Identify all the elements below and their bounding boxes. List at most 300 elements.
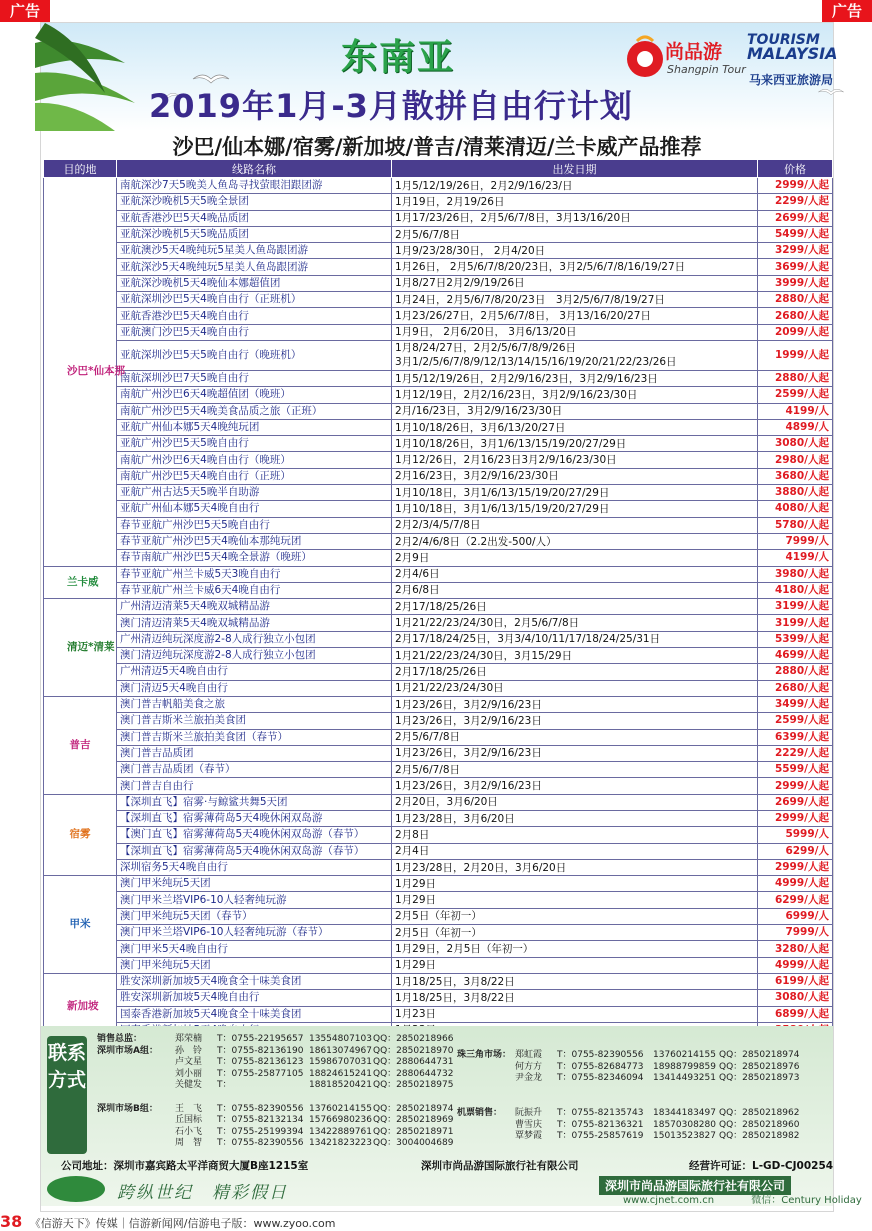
departure-dates — [392, 403, 758, 419]
page-footer — [0, 1212, 872, 1230]
route-name: 国泰香港新加坡5天4晚食全十味美食团 — [117, 1006, 392, 1022]
departure-date-line: 2月8日 — [395, 828, 430, 841]
route-name: 亚航香港沙巴5天4晚品质团 — [117, 210, 392, 226]
table-row — [44, 599, 833, 615]
departure-dates — [392, 941, 758, 957]
price: 5499/人起 — [758, 226, 833, 242]
contact-name: 丘国标 — [175, 1115, 203, 1126]
route-name: 澳门甲米兰塔VIP6-10人轻奢纯玩游（春节） — [117, 925, 392, 941]
malaysia-label: MALAYSIA — [747, 44, 838, 63]
destination-label: 清迈*清莱 — [67, 641, 115, 654]
table-row — [44, 419, 833, 435]
departure-dates — [392, 308, 758, 324]
departure-date-line: 1月10/18日，3月1/6/13/15/19/20/27/29日 — [395, 486, 610, 499]
table-row — [44, 485, 833, 501]
contact-qq: QQ：2850218966 — [373, 1034, 454, 1044]
table-row — [44, 387, 833, 403]
departure-dates — [392, 419, 758, 435]
destination-label: 兰卡威 — [67, 575, 99, 588]
route-name: 亚航广州古达5天5晚半自助游 — [117, 485, 392, 501]
departure-date-line: 1月21/22/23/24/30日，2月5/6/7/8日 — [395, 617, 580, 630]
price: 2999/人起 — [758, 178, 833, 194]
table-row — [44, 876, 833, 892]
departure-date-line: 1月23/26日，3月2/9/16/23日 — [395, 747, 542, 760]
route-name: 澳门清迈5天4晚自由行 — [117, 680, 392, 696]
departure-date-line: 1月23/26日，3月2/9/16/23日 — [395, 698, 542, 711]
contact-mobile[interactable]: 15766980236 — [309, 1115, 372, 1126]
wechat-id: 微信：Century Holiday — [751, 1195, 862, 1206]
price: 3999/人起 — [758, 275, 833, 291]
departure-date-line: 1月9日， 2月6/20日， 3月6/13/20日 — [395, 326, 577, 339]
route-name: 南航广州沙巴5天4晚美食品质之旅（正班） — [117, 403, 392, 419]
website-line — [623, 1191, 862, 1206]
departure-dates — [392, 340, 758, 370]
table-row — [44, 762, 833, 778]
route-name: 澳门普吉品质团（春节） — [117, 762, 392, 778]
price: 4999/人起 — [758, 957, 833, 973]
departure-dates — [392, 370, 758, 386]
departure-date-line: 2月5日（年初一） — [395, 910, 482, 923]
route-name: 亚航深沙晚机5天4晚仙本娜超值团 — [117, 275, 392, 291]
table-row — [44, 973, 833, 989]
departure-date-line: 1月23/28日，2月20日，3月6/20日 — [395, 861, 567, 874]
departure-dates — [392, 468, 758, 484]
contact-name: 覃梦霞 — [515, 1131, 543, 1142]
table-row — [44, 827, 833, 843]
departure-dates — [392, 292, 758, 308]
route-name: 澳门甲米纯玩5天团 — [117, 957, 392, 973]
contact-name: 郑虹霞 — [515, 1050, 543, 1060]
table-row — [44, 292, 833, 308]
contact-mobile[interactable]: 18988799859 — [653, 1061, 716, 1072]
route-name: 【澳门直飞】宿雾薄荷岛5天4晚休闲双岛游（春节） — [117, 827, 392, 843]
destination-label: 沙巴*仙本那 — [67, 365, 125, 378]
destination-cell — [44, 794, 117, 875]
departure-dates — [392, 892, 758, 908]
route-name: 亚航深沙晚机5天5晚品质团 — [117, 226, 392, 242]
route-name: 亚航澳沙5天4晚纯玩5星美人鱼岛跟团游 — [117, 243, 392, 259]
departure-date-line: 1月23/28日，3月6/20日 — [395, 812, 515, 825]
departure-dates — [392, 648, 758, 664]
company-address: 公司地址：深圳市嘉宾路太平洋商贸大厦B座1215室 — [61, 1160, 309, 1172]
table-row — [44, 308, 833, 324]
contact-qq: QQ：2850218971 — [373, 1126, 454, 1137]
departure-dates — [392, 631, 758, 647]
contact-label: 深圳市场A组： — [97, 1045, 158, 1056]
departure-date-line: 1月23/26日，3月2/9/16/23日 — [395, 714, 542, 727]
destination-cell — [44, 599, 117, 697]
price: 4080/人起 — [758, 501, 833, 517]
departure-date-line: 1月21/22/23/24/30日 — [395, 682, 504, 695]
price: 5999/人 — [758, 827, 833, 843]
price: 2599/人起 — [758, 713, 833, 729]
contact-mobile[interactable]: 13414493251 — [653, 1073, 716, 1084]
price: 7999/人 — [758, 925, 833, 941]
table-row — [44, 468, 833, 484]
contact-tel[interactable]: T：0755-25857619 — [557, 1131, 644, 1142]
contact-mobile[interactable]: 15986707031 — [309, 1057, 372, 1068]
contact-label: 机票销售： — [457, 1107, 503, 1118]
table-row — [44, 745, 833, 761]
contact-name: 曹雪庆 — [515, 1119, 543, 1130]
departure-date-line: 1月10/18/26日，3月6/13/20/27日 — [395, 421, 566, 434]
price: 2680/人起 — [758, 680, 833, 696]
departure-dates — [392, 566, 758, 582]
departure-date-line: 1月26日， 2月5/6/7/8/20/23日，3月2/5/6/7/8/16/19/27日 — [395, 261, 686, 274]
departure-date-line: 2月2/3/4/5/7/8日 — [395, 519, 481, 532]
route-name: 南航广州沙巴6天4晚自由行（晚班） — [117, 452, 392, 468]
price: 4899/人 — [758, 419, 833, 435]
price: 4699/人起 — [758, 648, 833, 664]
table-row — [44, 243, 833, 259]
price: 3499/人起 — [758, 696, 833, 712]
route-name: 亚航广州仙本娜5天4晚纯玩团 — [117, 419, 392, 435]
price: 3080/人起 — [758, 990, 833, 1006]
business-license: 经营许可证：L-GD-CJ00254 — [689, 1160, 834, 1172]
route-name: 澳门甲米纯玩5天团（春节） — [117, 908, 392, 924]
table-row — [44, 340, 833, 370]
contact-name: 卢文星 — [175, 1057, 203, 1068]
contact-name: 阮振升 — [515, 1107, 543, 1118]
table-row — [44, 550, 833, 566]
departure-date-line: 3月1/2/5/6/7/8/9/12/13/14/15/16/19/20/21/22/23/26日 — [395, 356, 677, 369]
table-row — [44, 794, 833, 810]
header-price: 价格 — [758, 160, 833, 178]
contact-label: 深圳市场B组： — [97, 1103, 158, 1114]
price: 2999/人起 — [758, 778, 833, 794]
price: 4199/人 — [758, 550, 833, 566]
departure-dates — [392, 745, 758, 761]
route-name: 亚航深沙晚机5天5晚全景团 — [117, 194, 392, 210]
departure-date-line: 2月6/8日 — [395, 584, 440, 597]
price: 1999/人起 — [758, 340, 833, 370]
table-row — [44, 941, 833, 957]
route-name: 广州清迈清莱5天4晚双城精品游 — [117, 599, 392, 615]
header-route: 线路名称 — [117, 160, 392, 178]
company-bar: 深圳市尚品游国际旅行社有限公司 — [599, 1176, 791, 1195]
ad-label-left: 广告 — [0, 0, 50, 22]
price: 6299/人起 — [758, 892, 833, 908]
route-name: 广州清迈5天4晚自由行 — [117, 664, 392, 680]
contact-tel[interactable]: T：0755-25199394 — [217, 1126, 304, 1137]
route-name: 广州清迈纯玩深度游2-8人成行独立小包团 — [117, 631, 392, 647]
header-banner — [41, 23, 838, 131]
route-name: 亚航深沙5天4晚纯玩5星美人鱼岛跟团游 — [117, 259, 392, 275]
price: 3680/人起 — [758, 468, 833, 484]
departure-dates — [392, 226, 758, 242]
price: 2680/人起 — [758, 308, 833, 324]
route-name: 【深圳直飞】宿雾·与鲸鲨共舞5天团 — [117, 794, 392, 810]
contact-tel[interactable]: T：0755-82132134 — [217, 1115, 304, 1126]
destination-cell — [44, 876, 117, 974]
route-name: 亚航广州仙本娜5天4晚自由行 — [117, 501, 392, 517]
table-row — [44, 178, 833, 194]
departure-date-line: 1月12/19日，2月2/16/23日，3月2/9/16/23/30日 — [395, 388, 638, 401]
route-name: 春节亚航广州兰卡威6天4晚自由行 — [117, 582, 392, 598]
contact-qq: QQ：2850218960 — [719, 1119, 800, 1130]
ad-label-right: 广告 — [822, 0, 872, 22]
price: 4180/人起 — [758, 582, 833, 598]
contact-tel[interactable]: T：0755-82390556 — [217, 1138, 304, 1149]
departure-dates — [392, 501, 758, 517]
contact-name: 王 飞 — [175, 1103, 203, 1114]
price: 3880/人起 — [758, 485, 833, 501]
table-row — [44, 696, 833, 712]
route-name: 春节亚航广州沙巴5天5晚自由行 — [117, 517, 392, 533]
route-name: 澳门清迈纯玩深度游2-8人成行独立小包团 — [117, 648, 392, 664]
price: 4999/人起 — [758, 876, 833, 892]
table-row — [44, 210, 833, 226]
route-name: 南航深圳沙巴7天5晚自由行 — [117, 370, 392, 386]
departure-dates — [392, 275, 758, 291]
route-name: 亚航深圳沙巴5天5晚自由行（晚班机） — [117, 340, 392, 370]
price: 6899/人起 — [758, 1006, 833, 1022]
price: 2099/人起 — [758, 324, 833, 340]
departure-dates — [392, 843, 758, 859]
contact-tel[interactable]: T：0755-82135743 — [557, 1107, 644, 1118]
departure-date-line: 2月20日，3月6/20日 — [395, 796, 498, 809]
contact-name: 石小飞 — [175, 1126, 203, 1137]
departure-dates — [392, 973, 758, 989]
price: 2999/人起 — [758, 859, 833, 875]
contact-mobile[interactable]: 15013523827 — [653, 1131, 716, 1142]
table-body — [44, 178, 833, 1039]
departure-date-line: 1月10/18/26日，3月1/6/13/15/19/20/27/29日 — [395, 437, 627, 450]
departure-dates — [392, 859, 758, 875]
departure-dates — [392, 452, 758, 468]
price: 7999/人 — [758, 533, 833, 549]
departure-dates — [392, 194, 758, 210]
departure-date-line: 1月8/24/27日，2月2/5/6/7/8/9/26日 — [395, 342, 577, 355]
departure-date-line: 1月29日，2月5日（年初一） — [395, 943, 534, 955]
contact-qq: QQ：2850218976 — [719, 1061, 800, 1072]
advertisement-page — [40, 22, 862, 1212]
table-row — [44, 566, 833, 582]
table-row — [44, 226, 833, 242]
departure-date-line: 1月23/26/27日，2月5/6/7/8日， 3月13/16/20/27日 — [395, 310, 651, 323]
company-logo-icon — [47, 1176, 105, 1202]
price: 2599/人起 — [758, 387, 833, 403]
contact-mobile[interactable]: 18824615241 — [309, 1068, 372, 1079]
table-row — [44, 810, 833, 826]
contact-name: 何方方 — [515, 1061, 543, 1072]
destination-label: 新加坡 — [67, 999, 99, 1012]
contact-tel[interactable]: T：0755-25877105 — [217, 1068, 304, 1079]
departure-date-line: 1月18/25日，3月8/22日 — [395, 991, 515, 1004]
contact-qq: QQ：2880644732 — [373, 1068, 454, 1079]
departure-date-line: 1月29日 — [395, 877, 437, 890]
departure-dates — [392, 925, 758, 941]
destination-label: 宿雾 — [69, 828, 91, 841]
departure-date-line: 1月5/12/19/26日，2月2/9/16/23日，3月2/9/16/23日 — [395, 372, 658, 385]
departure-date-line: 1月18/25日，3月8/22日 — [395, 975, 515, 988]
departure-dates — [392, 794, 758, 810]
route-name: 澳门清迈清莱5天4晚双城精品游 — [117, 615, 392, 631]
product-subtitle: 沙巴/仙本娜/宿雾/新加坡/普吉/清莱清迈/兰卡威产品推荐 — [172, 135, 702, 159]
contact-mobile[interactable]: 13760214155 — [309, 1103, 372, 1114]
route-name: 南航广州沙巴6天4晚超值团（晚班） — [117, 387, 392, 403]
departure-date-line: 2月/16/23日，3月2/9/16/23/30日 — [395, 405, 563, 418]
table-row — [44, 194, 833, 210]
contact-mobile[interactable]: 18818520421 — [309, 1080, 372, 1091]
departure-date-line: 2月17/18/24/25日，3月3/4/10/11/17/18/24/25/31日 — [395, 633, 661, 646]
departure-dates — [392, 664, 758, 680]
contact-tel[interactable]: T：0755-82390556 — [557, 1050, 644, 1060]
table-row — [44, 648, 833, 664]
price: 2880/人起 — [758, 370, 833, 386]
table-row — [44, 908, 833, 924]
departure-date-line: 2月5/6/7/8日 — [395, 731, 461, 744]
tourism-label: TOURISM — [747, 32, 820, 48]
departure-dates — [392, 243, 758, 259]
product-table — [43, 159, 833, 1039]
contact-name: 郑荣楠 — [175, 1034, 203, 1044]
departure-date-line: 2月5/6/7/8日 — [395, 228, 461, 241]
price: 6999/人 — [758, 908, 833, 924]
contact-qq: QQ：2850218970 — [373, 1045, 454, 1056]
contact-mobile[interactable]: 18613074967 — [309, 1045, 372, 1056]
tourism-malaysia-cn: 马来西亚旅游局 — [749, 73, 834, 87]
page-number: 38 — [0, 1212, 23, 1231]
table-header-row — [44, 160, 833, 178]
departure-dates — [392, 762, 758, 778]
departure-date-line: 1月17/23/26日，2月5/6/7/8日，3月13/16/20日 — [395, 212, 631, 225]
destination-title: 东南亚 — [341, 37, 456, 78]
contact-mobile[interactable]: 13422889761 — [309, 1126, 372, 1137]
contact-name: 关健发 — [175, 1080, 203, 1091]
table-row — [44, 533, 833, 549]
contact-section — [41, 1026, 862, 1206]
table-row — [44, 615, 833, 631]
departure-date-line: 2月2/4/6/8日（2.2出发-500/人） — [395, 535, 557, 548]
table-row — [44, 680, 833, 696]
contact-tel[interactable]: T：0755-22195657 — [217, 1034, 304, 1044]
contact-mobile[interactable]: 13554807103 — [309, 1034, 372, 1044]
route-name: 澳门普吉斯米兰旅拍美食团（春节） — [117, 729, 392, 745]
departure-dates — [392, 210, 758, 226]
price: 3280/人起 — [758, 941, 833, 957]
table-row — [44, 324, 833, 340]
price: 2980/人起 — [758, 452, 833, 468]
table-row — [44, 370, 833, 386]
table-row — [44, 501, 833, 517]
route-name: 春节南航广州沙巴5天4晚全景游（晚班） — [117, 550, 392, 566]
departure-dates — [392, 582, 758, 598]
contact-name: 刘小丽 — [175, 1068, 203, 1079]
contact-tel[interactable]: T： — [217, 1080, 232, 1091]
price: 2299/人起 — [758, 194, 833, 210]
departure-date-line: 1月5/12/19/26日，2月2/9/16/23/日 — [395, 179, 573, 192]
route-name: 亚航深圳沙巴5天4晚自由行（正班机） — [117, 292, 392, 308]
departure-dates — [392, 1006, 758, 1022]
contact-qq: QQ：2880644731 — [373, 1057, 454, 1068]
page-title: 2019年1月-3月散拼自由行计划 — [149, 87, 633, 125]
route-name: 澳门甲米纯玩5天团 — [117, 876, 392, 892]
table-row — [44, 403, 833, 419]
publication-info: 《信游天下》传媒｜信游新闻网/信游电子版：www.zyoo.com — [29, 1217, 336, 1230]
price: 5399/人起 — [758, 631, 833, 647]
contact-label: 珠三角市场： — [457, 1050, 512, 1060]
price: 2699/人起 — [758, 210, 833, 226]
departure-date-line: 2月16/23日，3月2/9/16/23/30日 — [395, 470, 559, 483]
table-row — [44, 517, 833, 533]
contact-name: 尹金龙 — [515, 1073, 543, 1084]
price: 2880/人起 — [758, 292, 833, 308]
departure-date-line: 2月17/18/25/26日 — [395, 600, 487, 613]
table-row — [44, 275, 833, 291]
departure-dates — [392, 324, 758, 340]
contact-mobile[interactable]: 13421823223 — [309, 1138, 372, 1149]
price: 2999/人起 — [758, 810, 833, 826]
contact-mobile[interactable]: 18344183497 — [653, 1107, 716, 1118]
table-row — [44, 1006, 833, 1022]
departure-dates — [392, 680, 758, 696]
departure-dates — [392, 599, 758, 615]
table-row — [44, 843, 833, 859]
contact-qq: QQ：2850218969 — [373, 1115, 454, 1126]
tourism-malaysia-logo — [747, 33, 838, 61]
price: 2699/人起 — [758, 794, 833, 810]
departure-dates — [392, 178, 758, 194]
departure-date-line: 2月4日 — [395, 845, 430, 858]
departure-date-line: 1月23/26日，3月2/9/16/23日 — [395, 780, 542, 793]
route-name: 胜安深圳新加坡5天4晚食全十味美食团 — [117, 973, 392, 989]
price: 2229/人起 — [758, 745, 833, 761]
departure-dates — [392, 550, 758, 566]
palm-leaf-illustration — [35, 23, 155, 131]
departure-dates — [392, 778, 758, 794]
contact-qq: QQ：2850218982 — [719, 1131, 800, 1142]
contact-mobile[interactable]: 13760214155 — [653, 1050, 716, 1060]
table-row — [44, 436, 833, 452]
route-name: 南航广州沙巴5天4晚自由行（正班） — [117, 468, 392, 484]
table-row — [44, 631, 833, 647]
contact-tel[interactable]: T：0755-82390556 — [217, 1103, 304, 1114]
header-dates: 出发日期 — [392, 160, 758, 178]
destination-cell — [44, 696, 117, 794]
route-name: 胜安深圳新加坡5天4晚自由行 — [117, 990, 392, 1006]
destination-cell — [44, 566, 117, 599]
departure-dates — [392, 876, 758, 892]
price: 5780/人起 — [758, 517, 833, 533]
departure-dates — [392, 485, 758, 501]
departure-date-line: 1月29日 — [395, 894, 437, 907]
route-name: 春节亚航广州沙巴5天4晚仙本那纯玩团 — [117, 533, 392, 549]
contact-tel[interactable]: T：0755-82136123 — [217, 1057, 304, 1068]
contact-tel[interactable]: T：0755-82346094 — [557, 1073, 644, 1084]
website-url[interactable]: www.cjnet.com.cn — [623, 1195, 715, 1206]
contact-tel[interactable]: T：0755-82684773 — [557, 1061, 644, 1072]
contact-qq: QQ：2850218962 — [719, 1107, 800, 1118]
price: 3080/人起 — [758, 436, 833, 452]
departure-dates — [392, 713, 758, 729]
departure-dates — [392, 957, 758, 973]
company-name: 深圳市尚品游国际旅行社有限公司 — [421, 1160, 579, 1172]
departure-date-line: 2月9日 — [395, 551, 430, 564]
route-name: 澳门普吉斯米兰旅拍美食团 — [117, 713, 392, 729]
contact-label: 销售总监： — [97, 1034, 143, 1044]
contact-mobile[interactable]: 18570308280 — [653, 1119, 716, 1130]
contact-tel[interactable]: T：0755-82136190 — [217, 1045, 304, 1056]
route-name: 澳门普吉品质团 — [117, 745, 392, 761]
contact-qq: QQ：2850218974 — [719, 1050, 800, 1060]
price: 3699/人起 — [758, 259, 833, 275]
table-row — [44, 925, 833, 941]
departure-dates — [392, 387, 758, 403]
route-name: 深圳宿务5天4晚自由行 — [117, 859, 392, 875]
contact-tel[interactable]: T：0755-82136321 — [557, 1119, 644, 1130]
header-destination: 目的地 — [44, 160, 117, 178]
